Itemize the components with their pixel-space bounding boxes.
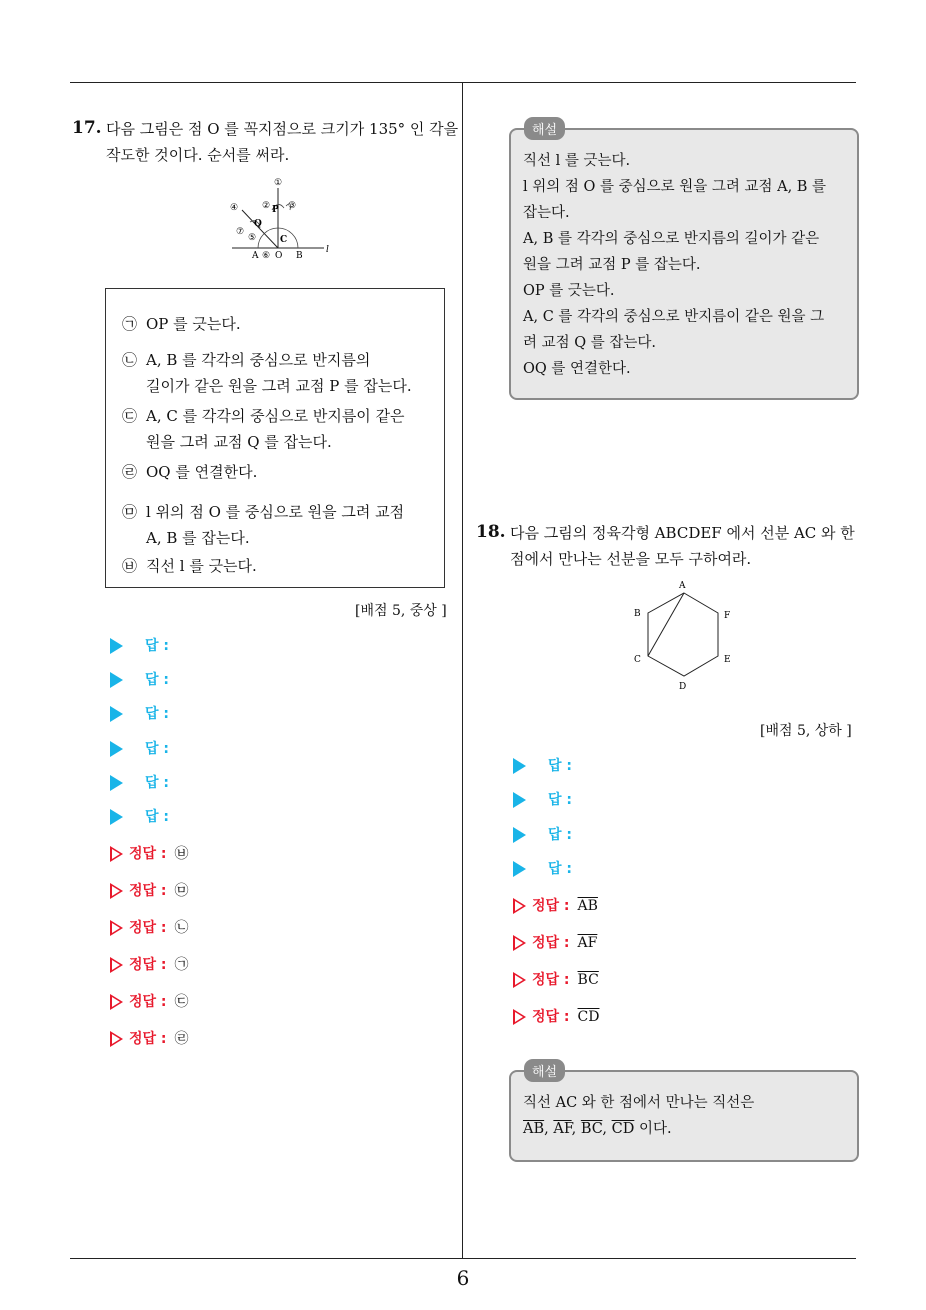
arrow-icon: [110, 672, 123, 688]
condition-1: ㉠ OP 를 긋는다.: [122, 315, 241, 333]
outline-arrow-icon: [110, 920, 123, 936]
condition-4: ㉣ OQ 를 연결한다.: [122, 463, 258, 481]
outline-arrow-icon: [110, 957, 123, 973]
fig17-label-1: ①: [274, 178, 283, 188]
outline-arrow-icon: [513, 1009, 526, 1025]
exp18-seg-1: $\overline{AB}$: [523, 1121, 545, 1137]
q18-solution-1: 정답 : $\overline{AB}$: [513, 895, 598, 917]
fig17-label-7: ⑦: [236, 227, 245, 237]
fig18-label-d: D: [679, 682, 687, 692]
arrow-icon: [110, 809, 123, 825]
arrow-icon: [110, 638, 123, 654]
exp17-line-2: l 위의 점 O 를 중심으로 원을 그려 교점 A, B 를: [523, 179, 827, 195]
q18-solution-4: 정답 : $\overline{CD}$: [513, 1006, 599, 1028]
exp17-line-6: OP 를 긋는다.: [523, 283, 615, 299]
fig17-label-b: B: [296, 251, 303, 261]
q18-answer-2[interactable]: 답 :: [513, 789, 572, 811]
q17-answer-6[interactable]: 답 :: [110, 806, 169, 828]
exp18-line-2: $\overline{AB}$, $\overline{AF}$, $\overline{BC}$, $\overline{CD}$ 이다.: [523, 1121, 672, 1137]
q18-answer-4[interactable]: 답 :: [513, 858, 572, 880]
fig17-label-a: A: [252, 251, 259, 261]
q18-solution-2: 정답 : $\overline{AF}$: [513, 932, 597, 954]
q17-text-line1: 다음 그림은 점 O 를 꼭지점으로 크기가 135° 인 각을: [106, 120, 459, 138]
q17-solution-6: 정답 : ㉣: [110, 1028, 189, 1050]
condition-6: ㉥ 직선 l 를 긋는다.: [122, 557, 257, 575]
q17-solution-3: 정답 : ㉡: [110, 917, 189, 939]
q17-explanation-box: [509, 128, 859, 400]
bottom-rule: [70, 1258, 856, 1259]
arrow-icon: [110, 775, 123, 791]
fig17-label-c: C: [280, 235, 288, 245]
top-rule: [70, 82, 856, 83]
fig18-label-f: F: [724, 611, 731, 621]
outline-arrow-icon: [110, 994, 123, 1010]
q18-text-line2: 점에서 만나는 선분을 모두 구하여라.: [510, 550, 752, 568]
q17-solution-2: 정답 : ㉤: [110, 880, 189, 902]
exp17-line-8: 려 교점 Q 를 잡는다.: [523, 335, 656, 351]
q17-answer-5[interactable]: 답 :: [110, 772, 169, 794]
fig18-label-c: C: [634, 655, 641, 665]
outline-arrow-icon: [513, 972, 526, 988]
exp18-seg-2: $\overline{AF}$: [553, 1121, 572, 1137]
q18-text-line1: 다음 그림의 정육각형 ABCDEF 에서 선분 AC 와 한: [510, 524, 855, 542]
q17-score: [배점 5, 중상 ]: [355, 603, 447, 619]
outline-arrow-icon: [513, 935, 526, 951]
fig17-label-2: ②: [262, 201, 271, 211]
q18-answer-1[interactable]: 답 :: [513, 755, 572, 777]
q17-solution-1: 정답 : ㉥: [110, 843, 189, 865]
q17-explanation-tag: 해설: [524, 117, 565, 140]
fig17-label-3: ③: [288, 201, 297, 211]
q17-number: 17.: [72, 118, 102, 138]
condition-2: ㉡ A, B 를 각각의 중심으로 반지름의 길이가 같은 원을 그려 교점 P 를 잡는다.: [122, 351, 412, 395]
arrow-icon: [513, 827, 526, 843]
q17-conditions-box: [105, 288, 445, 588]
q18-explanation-tag: 해설: [524, 1059, 565, 1082]
outline-arrow-icon: [513, 898, 526, 914]
fig17-label-4: ④: [230, 203, 239, 213]
q17-answer-2[interactable]: 답 :: [110, 669, 169, 691]
fig18-label-b: B: [634, 609, 641, 619]
outline-arrow-icon: [110, 1031, 123, 1047]
fig17-label-5: ⑤: [248, 233, 257, 243]
q18-answer-3[interactable]: 답 :: [513, 824, 572, 846]
outline-arrow-icon: [110, 846, 123, 862]
fig17-label-6: ⑥: [262, 251, 271, 261]
arrow-icon: [110, 706, 123, 722]
exp18-seg-4: $\overline{CD}$: [611, 1121, 635, 1137]
page-number: 6: [456, 1266, 470, 1290]
exp17-line-4: A, B 를 각각의 중심으로 반지름의 길이가 같은: [523, 231, 820, 247]
q17-construction-figure: [220, 170, 345, 265]
column-divider: [462, 82, 463, 1258]
exp17-line-3: 잡는다.: [523, 205, 570, 221]
exp17-line-9: OQ 를 연결한다.: [523, 361, 631, 377]
fig18-label-a: A: [679, 581, 686, 591]
condition-3: ㉢ A, C 를 각각의 중심으로 반지름이 같은 원을 그려 교점 Q 를 잡는다.: [122, 407, 405, 451]
exp18-line-1: 직선 AC 와 한 점에서 만나는 직선은: [523, 1095, 755, 1111]
q17-answer-4[interactable]: 답 :: [110, 738, 169, 760]
fig17-label-o: O: [275, 251, 283, 261]
fig17-label-l: l: [326, 245, 329, 255]
exp17-line-1: 직선 l 를 긋는다.: [523, 153, 631, 169]
exp18-seg-3: $\overline{BC}$: [580, 1121, 603, 1137]
q17-solution-5: 정답 : ㉢: [110, 991, 189, 1013]
fig18-label-e: E: [724, 655, 731, 665]
fig17-label-q: Q: [254, 219, 262, 229]
arrow-icon: [513, 861, 526, 877]
q17-text-line2: 작도한 것이다. 순서를 써라.: [106, 146, 290, 164]
condition-5: ㉤ l 위의 점 O 를 중심으로 원을 그려 교점 A, B 를 잡는다.: [122, 503, 405, 547]
fig17-label-p: P: [272, 205, 279, 215]
outline-arrow-icon: [110, 883, 123, 899]
q18-score: [배점 5, 상하 ]: [760, 723, 852, 739]
arrow-icon: [513, 758, 526, 774]
q18-solution-3: 정답 : $\overline{BC}$: [513, 969, 599, 991]
exp17-line-7: A, C 를 각각의 중심으로 반지름이 같은 원을 그: [523, 309, 825, 325]
exp17-line-5: 원을 그려 교점 P 를 잡는다.: [523, 257, 701, 273]
q17-answer-3[interactable]: 답 :: [110, 703, 169, 725]
arrow-icon: [110, 741, 123, 757]
q17-answer-1[interactable]: 답 :: [110, 635, 169, 657]
q18-hexagon-figure: [628, 578, 740, 692]
q18-number: 18.: [476, 522, 506, 542]
arrow-icon: [513, 792, 526, 808]
q17-solution-4: 정답 : ㉠: [110, 954, 189, 976]
exp18-suffix: 이다.: [638, 1121, 672, 1137]
q18-explanation-box: [509, 1070, 859, 1162]
